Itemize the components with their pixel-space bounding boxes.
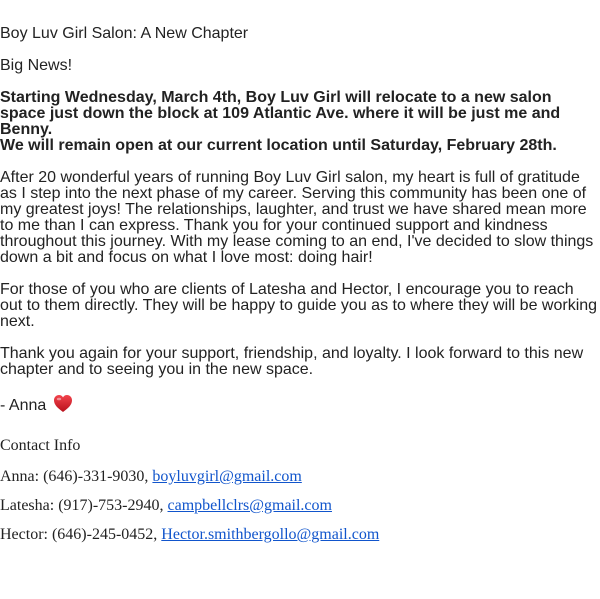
announcement-line: Starting Wednesday, March 4th, Boy Luv Girl will relocate to a new salon xyxy=(0,89,552,106)
paragraph-line: out to them directly. They will be happy to guide you as to where they will be working xyxy=(0,297,598,314)
paragraph-line: Thank you again for your support, friendship, and loyalty. I look forward to this new xyxy=(0,345,584,362)
paragraph-line: down a bit and focus on what I love most: doing hair! xyxy=(0,249,373,266)
paragraph-line: chapter and to seeing you in the new space. xyxy=(0,361,314,378)
announcement-line: space just down the block at 109 Atlantic Ave. where it will be just me and xyxy=(0,105,561,122)
email-link-latesha[interactable]: campbellclrs@gmail.com xyxy=(167,497,332,514)
contact-phone-text: Latesha: (917)-753-2940, xyxy=(0,497,168,514)
paragraph-line: next. xyxy=(0,313,35,330)
signoff xyxy=(0,394,73,417)
paragraph-line: my greatest joys! The relationships, laughter, and trust we have shared mean more xyxy=(0,201,587,218)
contact-entry-hector xyxy=(0,526,379,544)
email-heading: Boy Luv Girl Salon: A New Chapter xyxy=(0,25,249,42)
paragraph-line: as I step into the next phase of my career. Serving this community has been one of xyxy=(0,185,587,202)
paragraph-line: After 20 wonderful years of running Boy Luv Girl salon, my heart is full of gratitude xyxy=(0,169,580,186)
announcement-line: We will remain open at our current location until Saturday, February 28th. xyxy=(0,137,557,154)
signoff-text: - Anna xyxy=(0,397,47,414)
big-news-text: Big News! xyxy=(0,57,73,74)
announcement-line: Benny. xyxy=(0,121,53,138)
contact-phone-text: Hector: (646)-245-0452, xyxy=(0,526,162,543)
paragraph-line: For those of you who are clients of Latesha and Hector, I encourage you to reach xyxy=(0,281,574,298)
contact-entry-latesha xyxy=(0,497,332,515)
email-link-anna[interactable]: boyluvgirl@gmail.com xyxy=(152,468,302,485)
paragraph-line: throughout this journey. With my lease coming to an end, I've decided to slow things xyxy=(0,233,594,250)
email-link-hector[interactable]: Hector.smithbergollo@gmail.com xyxy=(161,526,380,543)
paragraph-line: to me than I can express. Thank you for your continued support and kindness xyxy=(0,217,548,234)
contact-title: Contact Info xyxy=(0,437,81,454)
red-heart-icon xyxy=(53,394,73,417)
contact-phone-text: Anna: (646)-331-9030, xyxy=(0,468,153,485)
contact-entry-anna xyxy=(0,468,302,486)
